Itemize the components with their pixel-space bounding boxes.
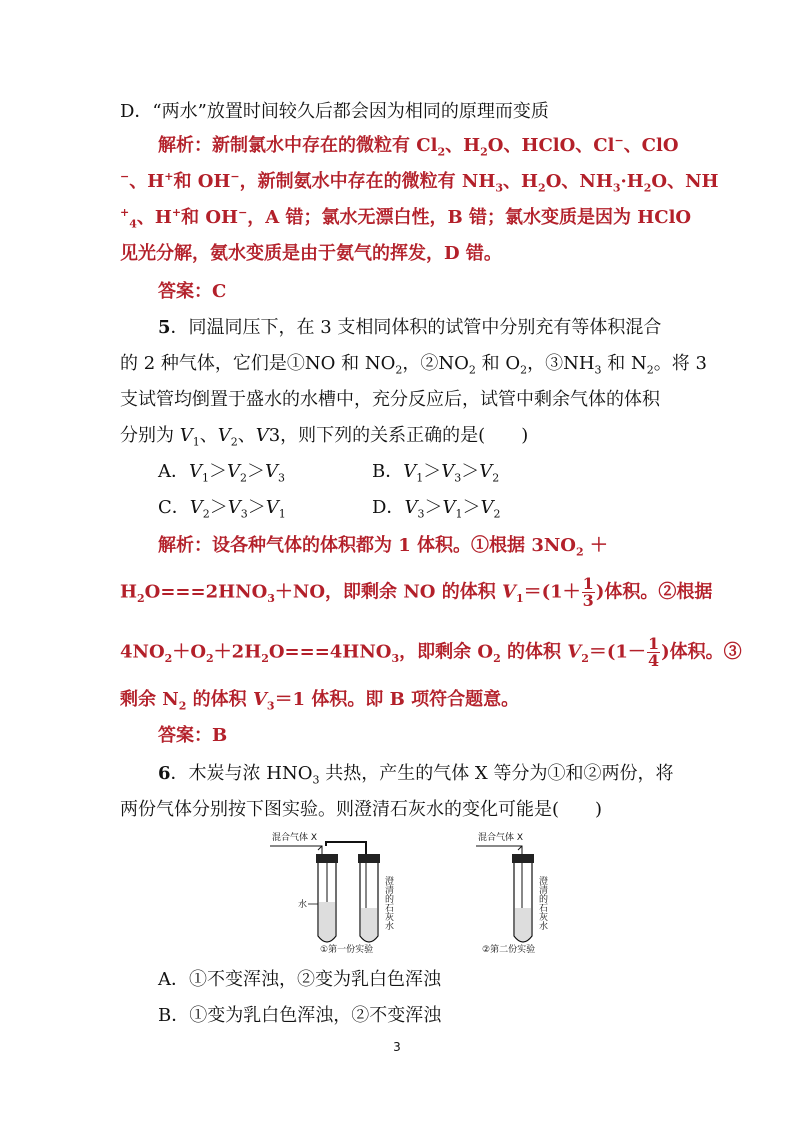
q5-stem-line-2: 的 2 种气体，它们是①NO 和 $NO_2$，$②NO_2$ 和 $O_2$，$③NH_3$ 和 $N_2$。将 3 (120, 353, 707, 377)
caption-1: ①第一份实验 (320, 945, 374, 955)
stopper-2 (358, 854, 380, 863)
q6-option-a: A．①不变浑浊，②变为乳白色浑浊 (158, 969, 441, 990)
limewater-fill-1 (361, 908, 377, 941)
q5-option-a: A．$V_1>V_2>V_3$ (158, 461, 285, 485)
limewater-label-2: 澄清的石灰水 (537, 876, 547, 930)
q5-option-d: D．$V_3>V_1>V_2$ (372, 497, 501, 521)
q5-answer-value: B (212, 725, 228, 746)
q5-analysis-line-4: 剩余 $N_2$ 的体积 $V_3=1$ 体积。即 B 项符合题意。 (120, 689, 520, 713)
q5-stem-line-1: 5．同温同压下，在 3 支相同体积的试管中分别充有等体积混合 (158, 317, 662, 338)
stopper-1 (316, 854, 338, 863)
q5-stem-line-3: 支试管均倒置于盛水的水槽中，充分反应后，试管中剩余气体的体积 (120, 389, 660, 410)
q5-analysis-line-1: 解析：设各种气体的体积都为 1 体积。①根据 $3NO_2$ ＋ (158, 535, 608, 559)
q4-answer-value: C (212, 281, 227, 302)
page-number: 3 (393, 1040, 401, 1054)
gas-label-2: 混合气体 X (478, 833, 524, 843)
q4-analysis-line-1: 解析：新制氯水中存在的微粒有 $Cl_2$、$H_2O$、HClO、Cl−、ClO (158, 134, 679, 159)
fraction-one-third: $\frac{1}{3}$ (582, 574, 594, 610)
fraction-one-fourth: $\frac{1}{4}$ (647, 634, 660, 670)
connecting-tube (326, 842, 366, 854)
caption-2: ②第二份实验 (482, 945, 536, 955)
analysis-label: 解析 (158, 135, 194, 156)
inlet-tube-2 (476, 846, 522, 854)
q5-option-c: C．$V_2>V_3>V_1$ (158, 497, 286, 521)
q5-option-b: B．$V_1>V_3>V_2$ (372, 461, 500, 485)
stopper-3 (512, 854, 534, 863)
limewater-fill-2 (515, 908, 531, 941)
water-fill (319, 902, 335, 941)
q5-stem-line-4: 分别为 $V_1$、$V_2$、V3，则下列的关系正确的是( ) (120, 425, 529, 449)
limewater-label-1: 澄清的石灰水 (383, 876, 393, 930)
q6-stem-line-2: 两份气体分别按下图实验。则澄清石灰水的变化可能是( ) (120, 799, 603, 820)
q4-analysis-line-3: +$_4$、H+和 OH−，A 错；氯水无漂白性，B 错；氯水变质是因为 HClO (120, 206, 692, 231)
experiment-figure (260, 826, 580, 958)
q6-option-b: B．①变为乳白色浑浊，②不变浑浊 (158, 1005, 442, 1026)
q4-answer: 答案：C (158, 281, 227, 302)
q6-stem-line-1: 6．木炭与浓 $HNO_3$ 共热，产生的气体 X 等分为①和②两份，将 (158, 763, 674, 787)
inlet-tube-1 (270, 846, 322, 854)
q4-analysis-line-2: −、H+和 OH−，新制氨水中存在的微粒有 $NH_3$、$H_2O$、$NH_3\cdot H_2O$、NH (120, 170, 719, 195)
q5-analysis-line-3: $4NO_2+O_2+2H_2O===4HNO_3$，即剩余 $O_2$ 的体积 $V_2=(1-$ $\frac{1}{4}$ )体积。③ (120, 634, 742, 670)
q4-analysis-line-4: 见光分解，氨水变质是由于氨气的挥发，D 错。 (120, 243, 502, 264)
q4-option-d: D．“两水”放置时间较久后都会因为相同的原理而变质 (120, 101, 549, 122)
q5-answer: 答案：B (158, 725, 228, 746)
q5-analysis-line-2: $H_2O===2HNO_3+NO$，即剩余 NO 的体积 $V_1=(1+$ $\frac{1}{3}$ )体积。②根据 (120, 574, 713, 610)
gas-label-1: 混合气体 X (272, 833, 318, 843)
water-label: 水 (298, 900, 308, 910)
